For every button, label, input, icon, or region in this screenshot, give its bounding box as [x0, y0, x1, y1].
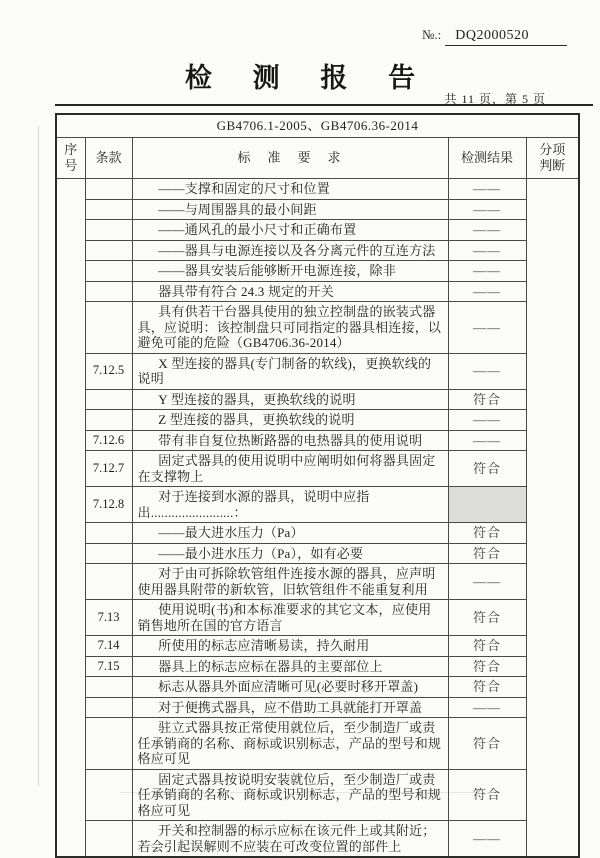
result-cell: 符合	[448, 656, 526, 677]
requirement-cell	[132, 240, 448, 261]
column-header-requirement: 标 准 要 求	[132, 138, 448, 179]
result-cell: 符合	[448, 451, 526, 487]
table-row	[56, 389, 579, 410]
requirement-text: ——与周围器具的最小间距	[158, 201, 317, 217]
clause-cell	[85, 199, 132, 220]
requirement-text: 器具上的标志应标在器具的主要部位上	[158, 658, 383, 674]
result-cell: 符合	[448, 769, 526, 821]
requirement-text: 具有供若干台器具使用的独立控制盘的嵌装式器具，应说明：该控制盘只可同指定的器具相连接，以避免可能的危险（GB4706.36-2014）	[137, 304, 442, 350]
table-row	[56, 430, 579, 451]
requirement-text: 驻立式器具按正常使用就位后，至少制造厂或责任承销商的名称、商标或识别标志，产品的型号和规格应可见	[137, 720, 442, 766]
clause-cell	[85, 389, 132, 410]
requirement-cell	[132, 523, 448, 544]
requirement-cell	[132, 220, 448, 241]
table-row	[56, 543, 579, 564]
standards-header: GB4706.1-2005、GB4706.36-2014	[56, 114, 579, 138]
result-cell: 符合	[448, 543, 526, 564]
requirement-cell	[132, 410, 448, 431]
result-cell: 符合	[448, 718, 526, 770]
requirement-cell	[132, 636, 448, 657]
column-header-row	[56, 138, 579, 179]
report-number-label: №.:	[422, 27, 442, 42]
requirement-text: ——最小进水压力（Pa），如有必要	[158, 545, 364, 561]
requirement-text: ——通风孔的最小尺寸和正确布置	[158, 222, 357, 237]
column-header-result: 检测结果	[448, 138, 526, 179]
requirement-cell	[132, 821, 448, 858]
standards-header-row	[56, 114, 579, 138]
requirement-text: ——最大进水压力（Pa）	[158, 525, 304, 540]
clause-cell	[85, 220, 132, 241]
requirement-text: Y 型连接的器具，更换软线的说明	[158, 391, 356, 407]
requirement-cell	[132, 199, 448, 220]
requirement-cell	[132, 302, 448, 354]
requirement-cell	[132, 656, 448, 677]
clause-cell: 7.12.5	[85, 353, 132, 389]
table-row	[56, 487, 579, 523]
clause-cell	[85, 718, 132, 770]
result-cell: ——	[448, 821, 526, 858]
clause-cell: 7.14	[85, 636, 132, 657]
requirement-cell	[132, 769, 448, 821]
clause-cell	[85, 302, 132, 354]
requirement-cell	[132, 697, 448, 718]
result-cell: 符合	[448, 600, 526, 636]
requirement-cell	[132, 430, 448, 451]
clause-cell: 7.13	[85, 600, 132, 636]
scan-edge-shadow-left	[38, 126, 39, 786]
seq-column-cell	[56, 179, 85, 858]
table-row	[56, 261, 579, 282]
clause-cell: 7.12.7	[85, 451, 132, 487]
requirement-cell	[132, 600, 448, 636]
result-cell: ——	[448, 353, 526, 389]
result-cell: ——	[448, 697, 526, 718]
requirement-text: 开关和控制器的标示应标在该元件上或其附近；若会引起误解则不应装在可改变位置的部件上	[137, 823, 436, 854]
result-cell: ——	[448, 410, 526, 431]
column-header-seq-label: 序号	[64, 142, 78, 173]
requirement-text: 带有非自复位热断路器的电热器具的使用说明	[158, 432, 423, 448]
requirement-text: Z 型连接的器具，更换软线的说明	[158, 412, 355, 427]
clause-cell	[85, 697, 132, 718]
clause-cell: 7.15	[85, 656, 132, 677]
table-row	[56, 451, 579, 487]
column-header-clause: 条款	[85, 138, 132, 179]
requirement-text: ——器具与电源连接以及各分离元件的互连方法	[158, 242, 436, 258]
clause-cell	[85, 410, 132, 431]
requirement-text: 对于连接到水源的器具，说明中应指出........................：	[137, 489, 370, 520]
table-row	[56, 410, 579, 431]
result-cell	[448, 487, 526, 523]
requirement-cell	[132, 281, 448, 302]
requirement-cell	[132, 543, 448, 564]
clause-cell: 7.12.6	[85, 430, 132, 451]
page-title: 检 测 报 告	[184, 63, 433, 93]
page-count: 共 11 页，第 5 页	[444, 92, 546, 106]
result-cell: ——	[448, 199, 526, 220]
requirement-cell	[132, 718, 448, 770]
result-cell: ——	[448, 564, 526, 600]
table-row	[56, 353, 579, 389]
scan-edge-shadow-bottom	[120, 792, 480, 793]
table-row	[56, 821, 579, 858]
requirement-text: X 型连接的器具(专门制备的软线)，更换软线的说明	[137, 355, 432, 386]
result-cell: ——	[448, 430, 526, 451]
requirement-text: 固定式器具按说明安装就位后，至少制造厂或责任承销商的名称、商标或识别标志，产品的型号和规格应可见	[137, 771, 442, 818]
clause-cell	[85, 523, 132, 544]
result-cell: ——	[448, 240, 526, 261]
table-row	[56, 240, 579, 261]
requirement-text: 对于便携式器具，应不借助工具就能打开罩盖	[158, 699, 423, 715]
result-cell: 符合	[448, 636, 526, 657]
result-cell: ——	[448, 179, 526, 200]
table-row	[56, 769, 579, 821]
clause-cell	[85, 543, 132, 564]
clause-cell	[85, 179, 132, 200]
result-cell: ——	[448, 302, 526, 354]
requirement-text: 对于由可拆除软管组件连接水源的器具，应声明使用器具附带的新软管，旧软管组件不能重复利用	[137, 566, 436, 597]
result-cell: ——	[448, 220, 526, 241]
table-row	[56, 600, 579, 636]
requirement-text: ——支撑和固定的尺寸和位置	[158, 181, 330, 196]
result-cell: ——	[448, 261, 526, 282]
result-cell: ——	[448, 281, 526, 302]
column-header-judgment	[526, 138, 579, 179]
header-rule	[55, 104, 593, 106]
requirement-cell	[132, 487, 448, 523]
clause-cell: 7.12.8	[85, 487, 132, 523]
clause-cell	[85, 281, 132, 302]
table-row	[56, 718, 579, 770]
requirement-cell	[132, 564, 448, 600]
clause-cell	[85, 821, 132, 858]
requirement-text: 使用说明(书)和本标准要求的其它文本，应使用销售地所在国的官方语言	[137, 602, 432, 633]
table-row	[56, 523, 579, 544]
report-number	[422, 27, 567, 46]
report-number-value: DQ2000520	[445, 28, 567, 46]
result-cell: 符合	[448, 677, 526, 698]
report-table	[55, 113, 580, 858]
judgment-column-cell	[526, 179, 579, 858]
table-row	[56, 656, 579, 677]
table-row	[56, 199, 579, 220]
requirement-cell	[132, 677, 448, 698]
requirement-text: 标志从器具外面应清晰可见(必要时移开罩盖)	[158, 679, 419, 694]
table-row	[56, 281, 579, 302]
column-header-judgment-label: 分项判断	[539, 142, 566, 173]
column-header-seq	[56, 138, 85, 179]
clause-cell	[85, 769, 132, 821]
table-row	[56, 636, 579, 657]
clause-cell	[85, 261, 132, 282]
requirement-cell	[132, 353, 448, 389]
requirement-cell	[132, 261, 448, 282]
report-table-body	[56, 179, 579, 858]
result-cell: 符合	[448, 389, 526, 410]
table-row	[56, 220, 579, 241]
table-row	[56, 677, 579, 698]
table-row	[56, 179, 579, 200]
requirement-cell	[132, 451, 448, 487]
table-row	[56, 697, 579, 718]
requirement-text: 固定式器具的使用说明中应阐明如何将器具固定在支撑物上	[137, 453, 436, 484]
requirement-text: ——器具安装后能够断开电源连接，除非	[158, 263, 396, 278]
result-cell: 符合	[448, 523, 526, 544]
requirement-cell	[132, 179, 448, 200]
requirement-cell	[132, 389, 448, 410]
clause-cell	[85, 564, 132, 600]
requirement-text: 器具带有符合 24.3 规定的开关	[158, 283, 334, 299]
table-row	[56, 302, 579, 354]
requirement-text: 所使用的标志应清晰易读，持久耐用	[158, 638, 370, 653]
clause-cell	[85, 677, 132, 698]
clause-cell	[85, 240, 132, 261]
table-row	[56, 564, 579, 600]
